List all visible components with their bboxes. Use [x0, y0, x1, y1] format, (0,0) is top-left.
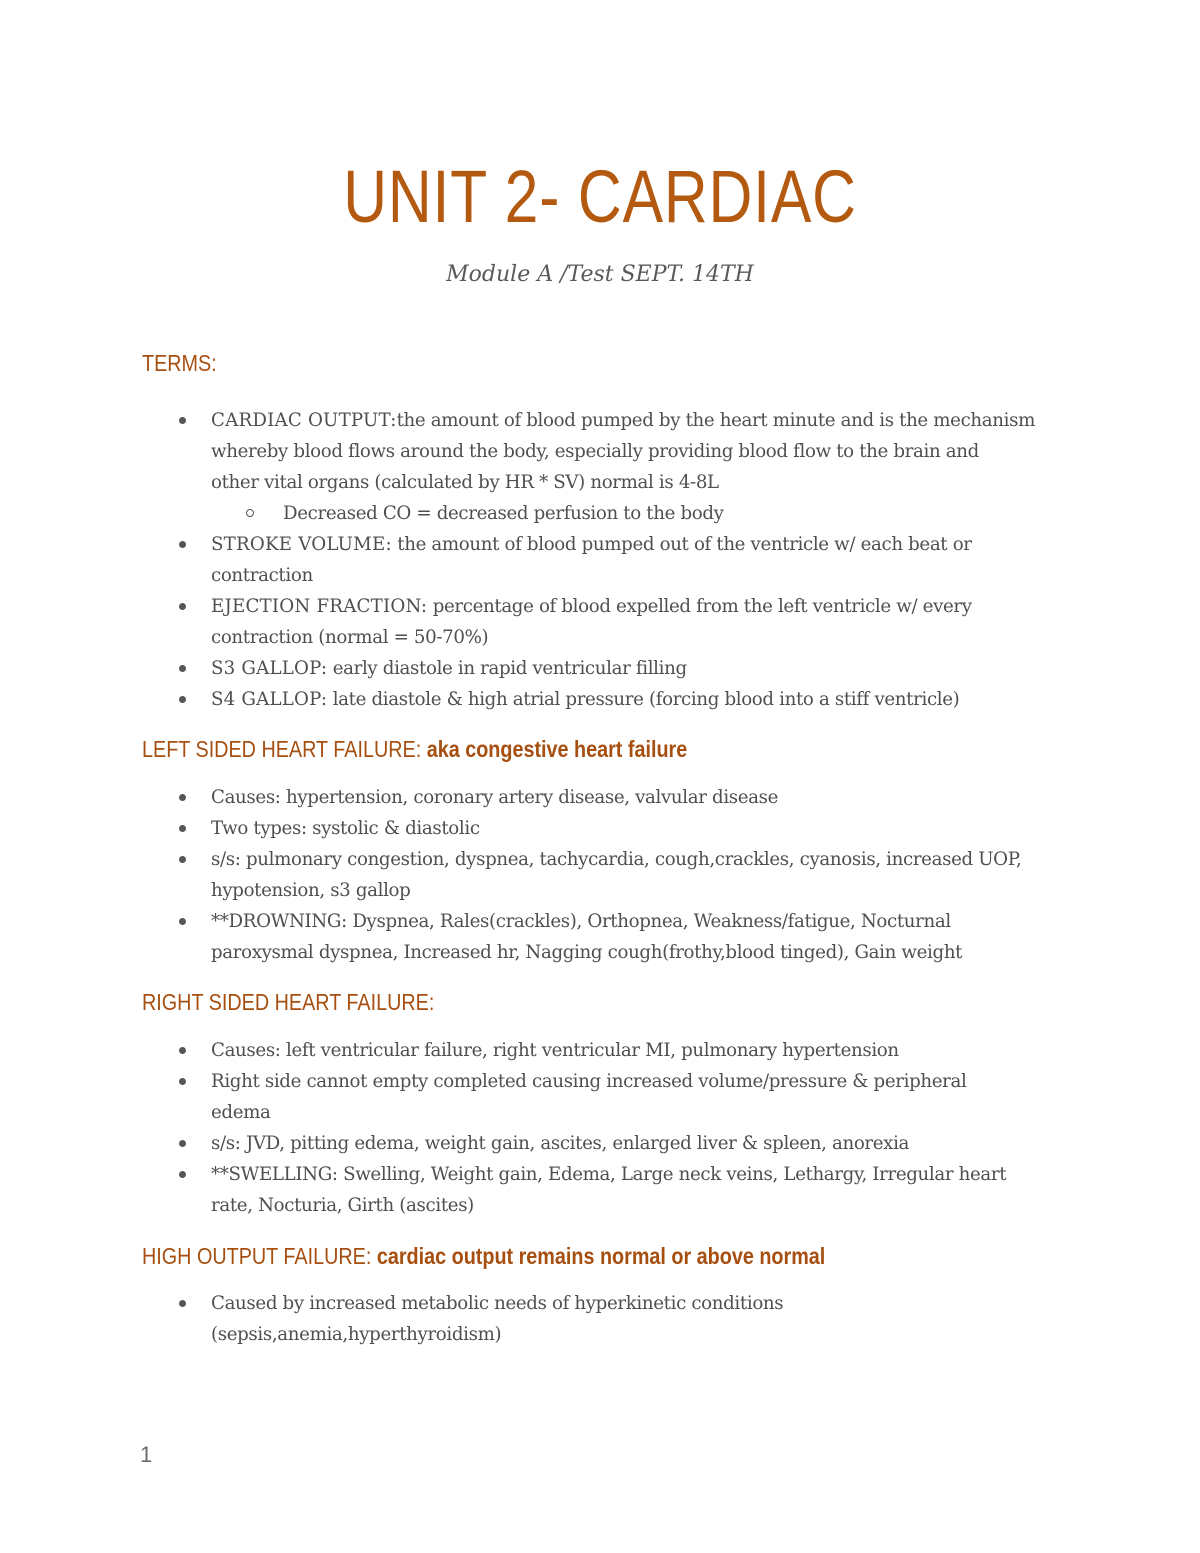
- list-item: [0, 1288, 1091, 1350]
- term-definition: contraction (normal = 50-70%): [211, 627, 489, 648]
- bullet-icon: [179, 1171, 186, 1178]
- list-item: [0, 782, 1091, 813]
- item-text: hypotension, s3 gallop: [211, 880, 411, 901]
- term-definition: contraction: [211, 565, 313, 586]
- item-text: **DROWNING: Dyspnea, Rales(crackles), Orthopnea, Weakness/fatigue, Nocturnal: [211, 911, 951, 932]
- list-item: [0, 813, 1091, 844]
- item-text: Caused by increased metabolic needs of hyperkinetic conditions: [211, 1293, 784, 1314]
- item-text: **SWELLING: Swelling, Weight gain, Edema, Large neck veins, Lethargy, Irregular heart: [211, 1164, 1007, 1185]
- item-text: paroxysmal dyspnea, Increased hr, Nagging cough(frothy,blood tinged), Gain weight: [211, 942, 963, 963]
- heading-note: aka congestive heart failure: [421, 736, 688, 762]
- high-output-list: [0, 1288, 1091, 1350]
- bullet-icon: [179, 603, 186, 610]
- list-item: [0, 1159, 1091, 1221]
- list-item: [0, 1035, 1091, 1066]
- bullet-icon: [179, 794, 186, 801]
- list-item: [0, 1066, 1091, 1128]
- list-item: [0, 906, 1091, 968]
- term-definition: the amount of blood pumped by the heart minute and is the mechanism: [396, 410, 1035, 431]
- bullet-icon: [179, 1300, 186, 1307]
- section-heading-left-sided: [142, 736, 687, 763]
- document-subtitle: Module A /Test SEPT. 14TH: [446, 262, 754, 287]
- bullet-icon: [179, 1047, 186, 1054]
- term-label: EJECTION FRACTION:: [211, 596, 428, 617]
- list-item: [0, 653, 1091, 684]
- page-number: 1: [140, 1442, 153, 1467]
- bullet-icon: [179, 825, 186, 832]
- left-sided-list: [0, 782, 1091, 968]
- term-label: S3 GALLOP:: [211, 658, 328, 679]
- bullet-icon: [179, 665, 186, 672]
- document-title: UNIT 2- CARDIAC: [343, 155, 857, 238]
- item-text: Right side cannot empty completed causing increased volume/pressure & peripheral: [211, 1071, 967, 1092]
- term-definition: whereby blood flows around the body, especially providing blood flow to the brain and: [211, 441, 979, 462]
- item-text: edema: [211, 1102, 271, 1123]
- section-heading-terms: TERMS:: [142, 350, 217, 376]
- list-item: [0, 591, 1091, 653]
- bullet-icon: [179, 856, 186, 863]
- term-definition: late diastole & high atrial pressure (forcing blood into a stiff ventricle): [327, 689, 960, 710]
- bullet-icon: [179, 918, 186, 925]
- item-text: Two types: systolic & diastolic: [211, 818, 480, 839]
- term-definition: other vital organs (calculated by HR * SV) normal is 4-8L: [211, 472, 719, 493]
- item-text: Causes: hypertension, coronary artery disease, valvular disease: [211, 787, 779, 808]
- bullet-icon: [179, 696, 186, 703]
- right-sided-list: [0, 1035, 1091, 1221]
- bullet-icon: [179, 417, 186, 424]
- bullet-icon: [179, 1078, 186, 1085]
- heading-text: LEFT SIDED HEART FAILURE:: [142, 736, 422, 762]
- term-label: S4 GALLOP:: [211, 689, 328, 710]
- term-label: STROKE VOLUME:: [211, 534, 392, 555]
- section-heading-right-sided: RIGHT SIDED HEART FAILURE:: [142, 989, 435, 1015]
- terms-list: [0, 405, 1093, 715]
- sub-list-item: [0, 498, 1093, 529]
- bullet-icon: [179, 541, 186, 548]
- term-definition: early diastole in rapid ventricular filling: [327, 658, 687, 679]
- item-text: Causes: left ventricular failure, right ventricular MI, pulmonary hypertension: [211, 1040, 899, 1061]
- list-item: [0, 1128, 1091, 1159]
- term-label: CARDIAC OUTPUT:: [211, 410, 397, 431]
- term-definition: the amount of blood pumped out of the ventricle w/ each beat or: [391, 534, 972, 555]
- item-text: s/s: pulmonary congestion, dyspnea, tachycardia, cough,crackles, cyanosis, increased UOP,: [211, 849, 1022, 870]
- item-text: rate, Nocturia, Girth (ascites): [211, 1195, 474, 1216]
- sub-item-text: Decreased CO = decreased perfusion to the body: [283, 503, 724, 524]
- list-item: [0, 844, 1091, 906]
- item-text: (sepsis,anemia,hyperthyroidism): [211, 1324, 502, 1345]
- list-item: [0, 529, 1091, 591]
- heading-text: HIGH OUTPUT FAILURE:: [142, 1243, 372, 1269]
- list-item: [0, 684, 1091, 715]
- heading-note: cardiac output remains normal or above normal: [371, 1243, 826, 1269]
- list-item: [0, 405, 1091, 498]
- item-text: s/s: JVD, pitting edema, weight gain, ascites, enlarged liver & spleen, anorexia: [211, 1133, 910, 1154]
- term-definition: percentage of blood expelled from the left ventricle w/ every: [427, 596, 972, 617]
- section-heading-high-output: [142, 1243, 825, 1270]
- bullet-icon: [179, 1140, 186, 1147]
- hollow-bullet-icon: [246, 509, 254, 517]
